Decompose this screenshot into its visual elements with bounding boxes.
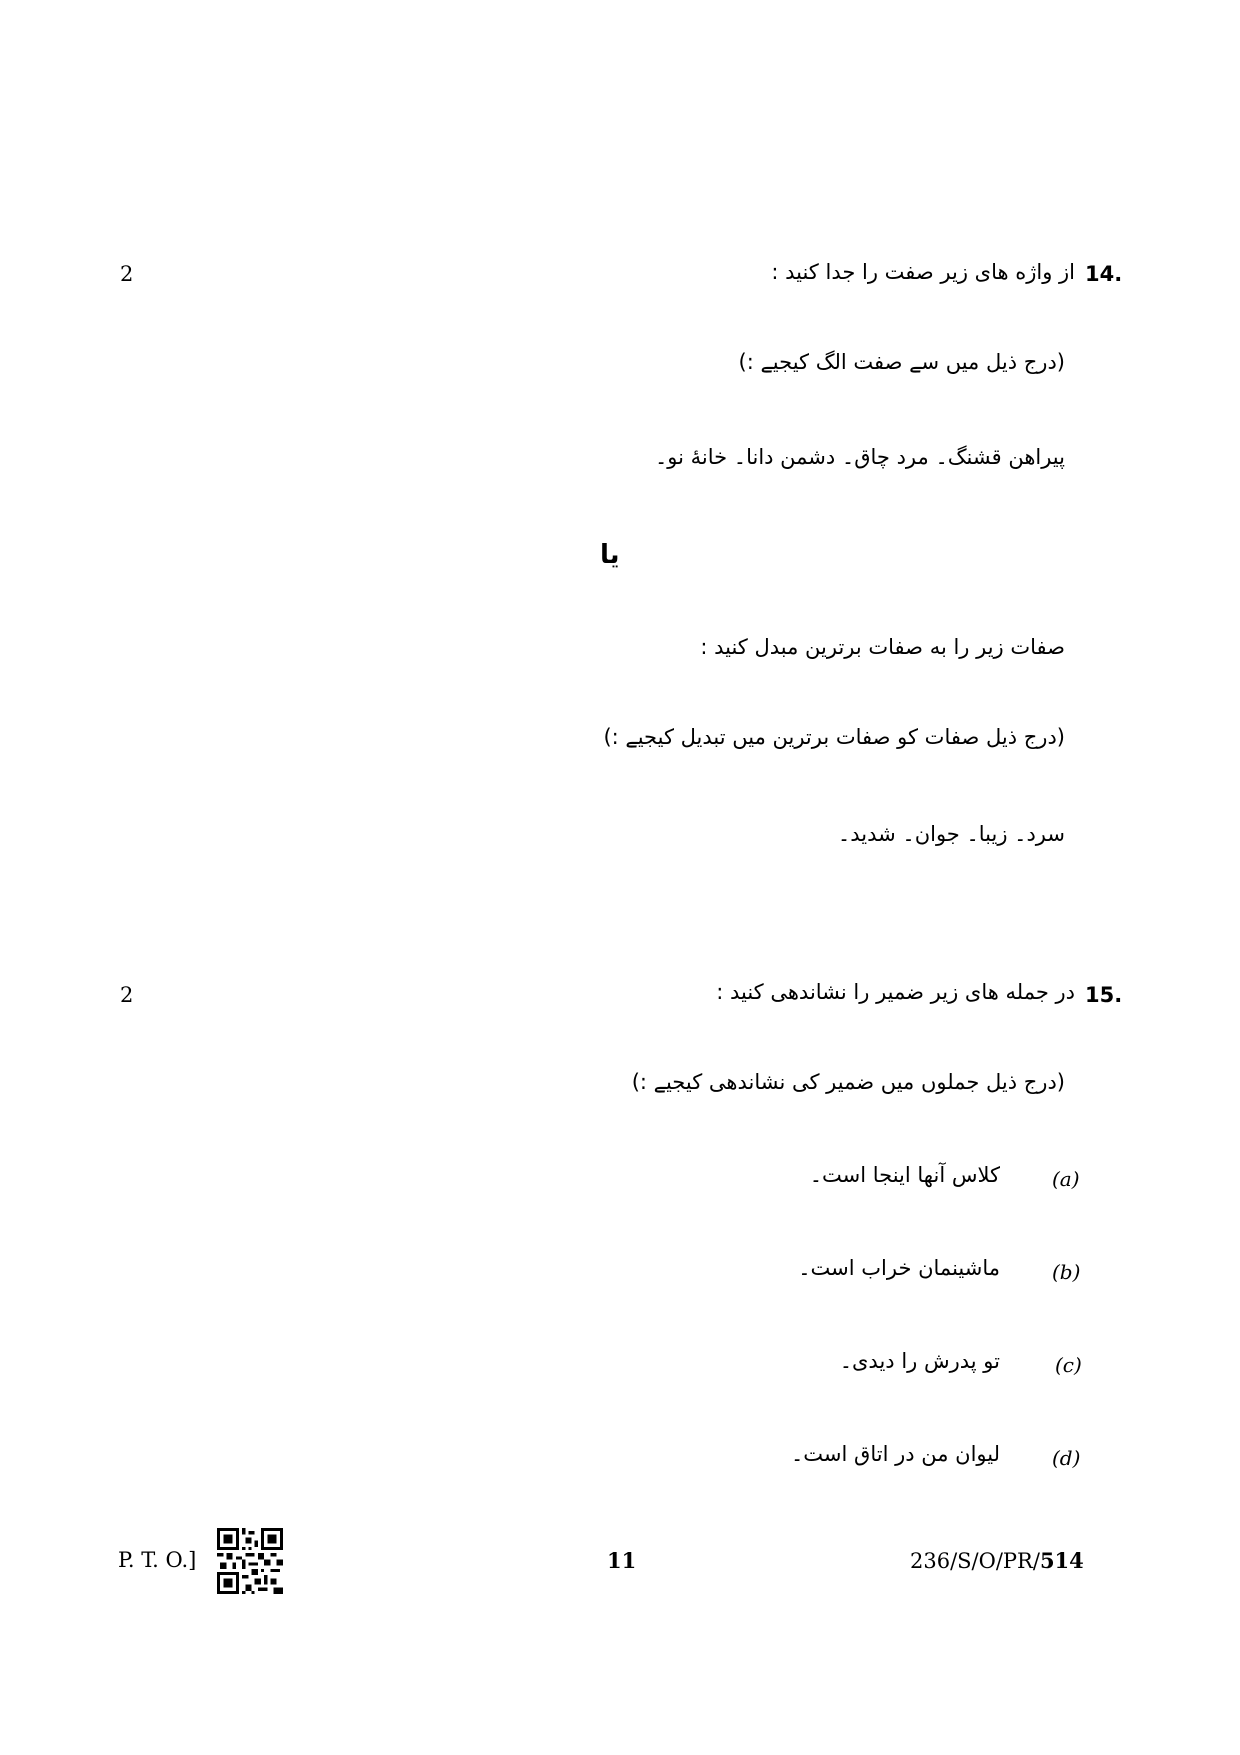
q14-instruction-urdu: (درج ذیل میں سے صفت الگ کیجیے :): [738, 350, 1065, 374]
page-number: 11: [607, 1548, 637, 1573]
q15-option-c-label: (c): [1055, 1353, 1082, 1377]
q14-alt-instruction-urdu: (درج ذیل صفات کو صفات برترین میں تبدیل کیجیے :): [603, 725, 1065, 749]
q15-option-a-text: کلاس آنها اینجا است۔: [809, 1163, 1000, 1187]
pto-label: P. T. O.]: [118, 1548, 197, 1572]
q15-option-c-text: تو پدرش را دیدی۔: [839, 1349, 1000, 1373]
q14-or-label: یا: [600, 540, 620, 570]
paper-code-prefix: 236/S/O/PR/: [910, 1549, 1040, 1573]
q14-items: پیراهن قشنگ۔ مرد چاق۔ دشمن دانا۔ خانهٔ نو۔: [654, 445, 1065, 469]
q15-instruction-persian: در جمله های زیر ضمیر را نشاندهی کنید :: [716, 980, 1075, 1004]
q14-instruction-persian: از واژه های زیر صفت را جدا کنید :: [771, 260, 1075, 284]
q14-alt-items: سرد۔ زیبا۔ جوان۔ شدید۔: [837, 822, 1065, 846]
q15-option-b-text: ماشینمان خراب است۔: [798, 1256, 1000, 1280]
q14-number: 14.: [1085, 262, 1123, 286]
paper-code-suffix: 514: [1039, 1548, 1084, 1573]
q15-marks: 2: [120, 983, 134, 1007]
q15-option-d-label: (d): [1052, 1446, 1081, 1470]
q15-option-a-label: (a): [1052, 1167, 1080, 1191]
q15-instruction-urdu: (درج ذیل جملوں میں ضمیر کی نشاندهی کیجیے :): [631, 1070, 1065, 1094]
q15-option-d-text: لیوان من در اتاق است۔: [791, 1442, 1000, 1466]
paper-code: [910, 1548, 1084, 1573]
q14-marks: 2: [120, 262, 134, 286]
q15-option-b-label: (b): [1052, 1260, 1081, 1284]
qr-code-icon: [217, 1528, 283, 1594]
q15-number: 15.: [1085, 983, 1123, 1007]
q14-alt-instruction-persian: صفات زیر را به صفات برترین مبدل کنید :: [700, 635, 1065, 659]
